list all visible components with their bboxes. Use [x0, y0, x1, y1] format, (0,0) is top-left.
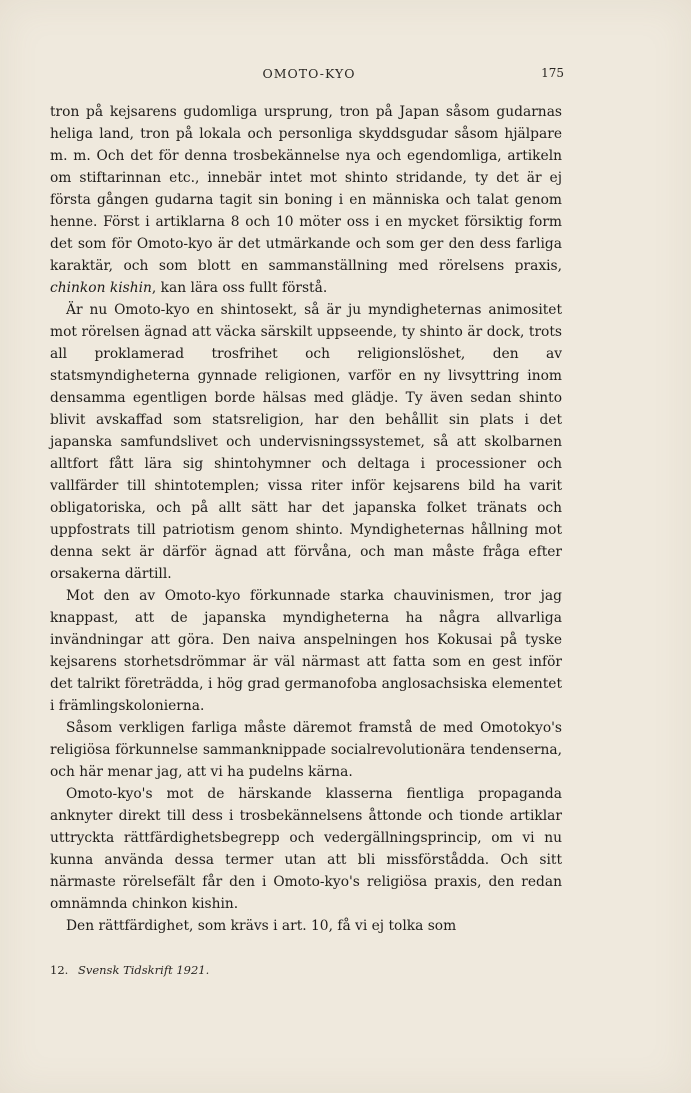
body-text	[50, 101, 562, 937]
page-number: 175	[541, 66, 564, 80]
journal-name: Svensk Tidskrift 1921.	[77, 963, 210, 977]
running-title: OMOTO-KYO	[262, 66, 356, 81]
paragraph-2: Är nu Omoto-kyo en shintosekt, så är ju myndigheternas animositet mot rörelsen ägnad att väcka särskilt uppseende, ty shinto är dock, trots all proklamerad trosfrihet och religionslöshet, den av statsmyndigheterna gynnade religionen, varför en ny livsyttring inom densamma egentligen borde hälsas med glädje. Ty även sedan shinto blivit avskaffad som statsreligion, har den behållit sin plats i det japanska samfundslivet och undervisningssystemet, så att skolbarnen alltfort fått lära sig shintohymner och deltaga i processioner och vallfärder till shintotemplen; vissa riter inför kejsarens bild ha varit obligatoriska, och på allt sätt har det japanska folket tränats och uppfostrats till patriotism genom shinto. Myndigheternas hållning mot denna sekt är därför ägnad att förvåna, och man måste fråga efter orsakerna därtill.	[50, 302, 562, 582]
signature-mark: 12.	[50, 963, 69, 977]
paragraph-1-tail: , kan lära oss fullt förstå.	[151, 280, 328, 296]
paragraph-4: Såsom verkligen farliga måste däremot framstå de med Omotokyo's religiösa förkunnelse sammanknippade socialrevolutionära tendenserna, och här menar jag, att vi ha pudelns kärna.	[50, 720, 562, 780]
paragraph-5: Omoto-kyo's mot de härskande klasserna fientliga propaganda anknyter direkt till dess i trosbekännelsens åttonde och tionde artiklar uttryckta rättfärdighetsbegrepp och vedergällningsprincip, om vi nu kunna använda dessa termer utan att bli missförstådda. Och sitt närmaste rörelsefält får den i Omoto-kyo's religiösa praxis, den redan omnämnda chinkon kishin.	[50, 786, 562, 912]
paragraph-3: Mot den av Omoto-kyo förkunnade starka chauvinismen, tror jag knappast, att de japanska myndigheterna ha några allvarliga invändningar att göra. Den naiva anspelningen hos Kokusai på tyske kejsarens storhetsdrömmar är väl närmast att fatta som en gest inför det talrikt företrädda, i hög grad germanofoba anglosachsiska elementet i främlingskolonierna.	[50, 588, 562, 714]
paragraph-1-text: tron på kejsarens gudomliga ursprung, tron på Japan såsom gudarnas heliga land, tron på lokala och personliga skyddsgudar såsom hjälpare m. m. Och det för denna trosbekännelse nya och egendomliga, artikeln om stiftarinnan etc., innebär intet mot shinto stridande, ty det är ej första gången gudarna tagit sin boning i en människa och talat genom henne. Först i artiklarna 8 och 10 möter oss i en mycket försiktig form det som för Omoto-kyo är det utmärkande och som ger den dess farliga karaktär, och som blott en sammanställning med rörelsens praxis,	[50, 104, 562, 274]
paragraph-1	[50, 101, 562, 299]
page-header	[50, 66, 568, 84]
italic-term: chinkon kishin	[50, 280, 152, 296]
page-footer	[50, 963, 209, 977]
paragraph-6: Den rättfärdighet, som krävs i art. 10, få vi ej tolka som	[66, 918, 457, 934]
